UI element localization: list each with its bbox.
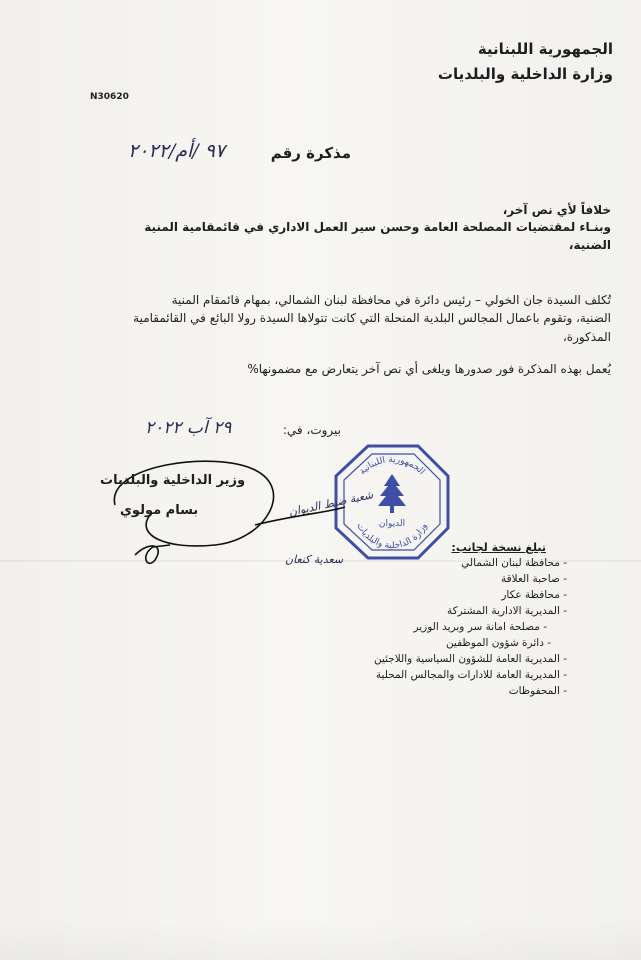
cedar-icon (378, 474, 406, 513)
cc-item: - صاحبة العلاقة (501, 573, 567, 585)
cc-item: - دائرة شؤون الموظفين (445, 637, 551, 649)
body-line-1: خلافاً لأي نص آخر، (502, 203, 611, 217)
handwritten-date: ٢٩ آب ٢٠٢٢ (145, 418, 232, 438)
cc-item: - محافظة لبنان الشمالي (461, 557, 567, 569)
paper-shadow (0, 920, 641, 960)
place-date-label: بيروت، في: (282, 423, 341, 437)
stamp-text-top: الجمهورية اللبنانية (357, 454, 427, 478)
stamp-text-bottom: وزارة الداخلية والبلديات (354, 521, 430, 552)
minister-name: بسام مولوي (120, 503, 199, 518)
cc-item: - مصلحة امانة سر وبريد الوزير (413, 621, 547, 633)
body-line-6: المذكورة، (562, 330, 611, 344)
cc-item: - المديرية العامة للادارات والمجالس المحلية (375, 669, 567, 681)
reference-code: N30620 (90, 92, 129, 102)
body-line-3: الضنية، (568, 238, 611, 252)
clerk-name: سعدية كنعان (285, 553, 344, 566)
cc-item: - المديرية العامة للشؤون السياسية واللاجئين (373, 653, 567, 665)
body-line-4: تُكلف السيدة جان الخولي – رئيس دائرة في محافظة لبنان الشمالي، بمهام قائمقام المنية (171, 293, 611, 307)
cc-item: - المحفوظات (508, 685, 567, 697)
body-line-5: الضنية، وتقوم باعمال المجالس البلدية المنحلة التي كانت تتولاها السيدة رولا البائع في القائمقامية (133, 311, 611, 325)
memo-number-handwritten: ٩٧ /أم/٢٠٢٢ (128, 140, 226, 162)
minister-title: وزير الداخلية والبلديات (100, 473, 246, 488)
clerk-note: شعبة ضبط الديوان (287, 488, 375, 519)
header-ministry: وزارة الداخلية والبلديات (437, 65, 613, 83)
memo-title: مذكرة رقم (270, 144, 351, 162)
cc-item: - محافظة عكار (501, 589, 567, 601)
cc-title: تبلغ نسخة لجانب: (451, 541, 546, 554)
cc-item: - المديرية الادارية المشتركة (446, 605, 567, 617)
header-republic: الجمهورية اللبنانية (477, 40, 613, 58)
body-line-7: يُعمل بهذه المذكرة فور صدورها ويلغى أي نص آخر يتعارض مع مضمونها% (247, 362, 611, 376)
stamp-label: الديوان (378, 519, 406, 529)
body-line-2: وبنـاء لمقتضيات المصلحة العامة وحسن سير العمل الاداري في قائمقامية المنية (144, 220, 611, 234)
